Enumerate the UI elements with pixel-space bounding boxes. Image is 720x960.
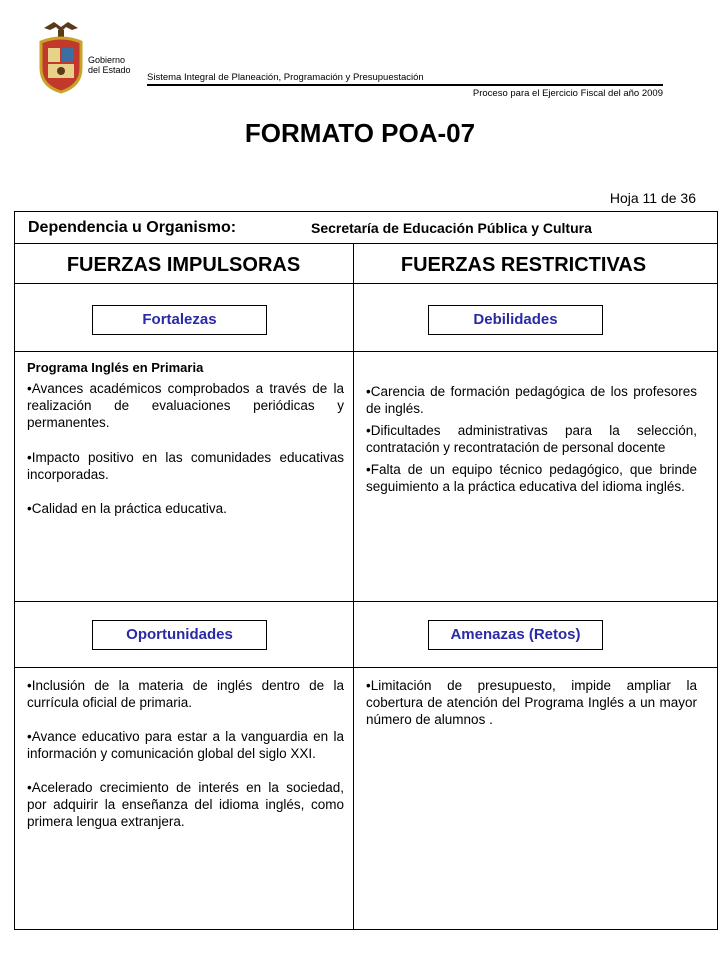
row-divider bbox=[14, 283, 718, 284]
row-divider bbox=[14, 601, 718, 602]
debilidad-item: •Carencia de formación pedagógica de los profesores de inglés. bbox=[366, 384, 697, 416]
page-number: Hoja 11 de 36 bbox=[609, 190, 696, 206]
debilidad-item: •Dificultades administrativas para la selección, contratación y recontratación de personal docente bbox=[366, 423, 697, 455]
fortalezas-heading: Fortalezas bbox=[92, 305, 267, 335]
fortaleza-item: •Impacto positivo en las comunidades educativas incorporadas. bbox=[27, 450, 344, 482]
state-seal-logo bbox=[36, 18, 86, 96]
column-divider bbox=[353, 243, 354, 930]
row-divider bbox=[14, 243, 718, 244]
page-title: FORMATO POA-07 bbox=[244, 118, 476, 148]
system-name: Sistema Integral de Planeación, Programación y Presupuestación bbox=[147, 72, 424, 83]
fortalezas-cell bbox=[27, 359, 344, 517]
column-heading-restrictivas: FUERZAS RESTRICTIVAS bbox=[400, 254, 647, 276]
debilidad-item: •Falta de un equipo técnico pedagógico, que brinde seguimiento a la práctica educativa del idioma inglés. bbox=[366, 462, 697, 494]
fortaleza-item: •Calidad en la práctica educativa. bbox=[27, 501, 227, 516]
dependencia-label: Dependencia u Organismo: bbox=[28, 219, 237, 236]
debilidades-cell bbox=[366, 383, 697, 495]
oportunidad-item: •Inclusión de la materia de inglés dentro de la currícula oficial de primaria. bbox=[27, 678, 344, 710]
oportunidad-item: •Avance educativo para estar a la vanguardia en la información y comunicación global del siglo XXI. bbox=[27, 729, 344, 761]
row-divider bbox=[14, 351, 718, 352]
oportunidades-heading: Oportunidades bbox=[92, 620, 267, 650]
government-label-line2: del Estado bbox=[88, 65, 131, 75]
amenaza-item: •Limitación de presupuesto, impide ampliar la cobertura de atención del Programa Inglés a un mayor número de alumnos . bbox=[366, 678, 697, 727]
amenazas-cell bbox=[366, 677, 697, 728]
program-name: Programa Inglés en Primaria bbox=[27, 360, 204, 375]
row-divider bbox=[14, 667, 718, 668]
oportunidad-item: •Acelerado crecimiento de interés en la sociedad, por adquirir la enseñanza del idioma inglés, como primera lengua extranjera. bbox=[27, 780, 344, 829]
government-label-line1: Gobierno bbox=[88, 55, 126, 65]
dependencia-value: Secretaría de Educación Pública y Cultura bbox=[311, 220, 592, 236]
fortaleza-item: •Avances académicos comprobados a través de la realización de evaluaciones periódicas y permanentes. bbox=[27, 381, 344, 430]
column-heading-impulsoras: FUERZAS IMPULSORAS bbox=[66, 254, 301, 276]
header-rule bbox=[147, 84, 663, 86]
amenazas-heading: Amenazas (Retos) bbox=[428, 620, 603, 650]
oportunidades-cell bbox=[27, 677, 344, 830]
debilidades-heading: Debilidades bbox=[428, 305, 603, 335]
process-label: Proceso para el Ejercicio Fiscal del año 2009 bbox=[472, 88, 663, 99]
